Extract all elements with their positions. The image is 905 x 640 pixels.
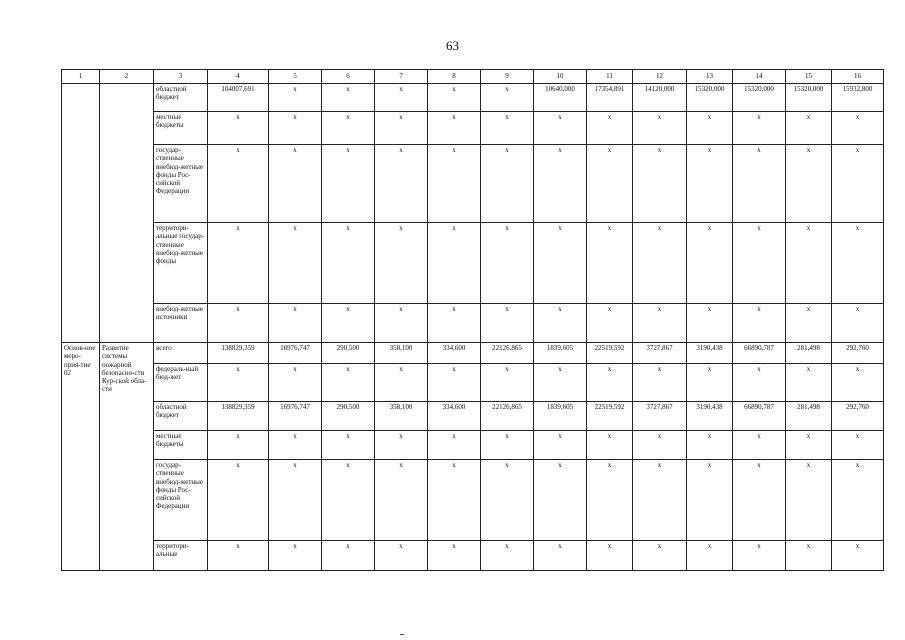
value-cell: x (375, 431, 428, 460)
value-cell: x (375, 112, 428, 145)
value-cell: x (687, 460, 733, 541)
funding-source: федераль-ный бюд-жет (154, 364, 208, 402)
value-cell: x (633, 145, 687, 223)
value-cell: x (832, 112, 884, 145)
value-cell: x (534, 112, 587, 145)
column-header: 13 (687, 70, 733, 84)
value-cell: x (733, 364, 786, 402)
column-header: 5 (269, 70, 322, 84)
value-cell: x (534, 541, 587, 571)
value-cell: x (481, 364, 534, 402)
value-cell: x (375, 84, 428, 112)
column-header: 4 (208, 70, 269, 84)
value-cell: 22519,592 (587, 343, 633, 364)
value-cell: 3190,438 (687, 402, 733, 431)
column-header: 11 (587, 70, 633, 84)
value-cell: x (786, 431, 832, 460)
column-header: 1 (62, 70, 100, 84)
value-cell: x (832, 431, 884, 460)
value-cell: x (587, 460, 633, 541)
value-cell: x (687, 112, 733, 145)
funding-source: местные бюджеты (154, 431, 208, 460)
value-cell: x (322, 431, 375, 460)
budget-table (61, 69, 884, 571)
value-cell: x (733, 460, 786, 541)
value-cell: 15320,000 (786, 84, 832, 112)
value-cell: x (322, 460, 375, 541)
value-cell: x (733, 304, 786, 343)
value-cell: x (832, 223, 884, 304)
value-cell: x (534, 460, 587, 541)
value-cell: x (786, 112, 832, 145)
value-cell: 290,500 (322, 343, 375, 364)
value-cell: x (687, 431, 733, 460)
value-cell: x (481, 431, 534, 460)
funding-source: местные бюджеты (154, 112, 208, 145)
table-row (62, 460, 884, 541)
value-cell: 3727,867 (633, 402, 687, 431)
activity-name: Развитие системы пожарной безопасно-сти Кур-ской обла-сти (100, 343, 154, 571)
table-row (62, 343, 884, 364)
value-cell: x (428, 223, 481, 304)
value-cell: x (322, 304, 375, 343)
value-cell: x (633, 223, 687, 304)
value-cell: x (322, 145, 375, 223)
table-row (62, 431, 884, 460)
table-row (62, 223, 884, 304)
value-cell: x (786, 541, 832, 571)
value-cell: 358,100 (375, 402, 428, 431)
column-header: 8 (428, 70, 481, 84)
value-cell: x (534, 223, 587, 304)
value-cell: x (786, 223, 832, 304)
column-header: 15 (786, 70, 832, 84)
value-cell: 292,760 (832, 402, 884, 431)
value-cell: 22519,592 (587, 402, 633, 431)
value-cell: x (269, 112, 322, 145)
table-row (62, 402, 884, 431)
value-cell: x (375, 364, 428, 402)
value-cell: x (633, 304, 687, 343)
value-cell: 138829,359 (208, 402, 269, 431)
value-cell: x (428, 145, 481, 223)
value-cell: x (733, 145, 786, 223)
column-header: 3 (154, 70, 208, 84)
value-cell: x (322, 223, 375, 304)
value-cell: x (208, 145, 269, 223)
value-cell: x (587, 304, 633, 343)
value-cell: x (786, 304, 832, 343)
funding-source: всего (154, 343, 208, 364)
value-cell: 10640,000 (534, 84, 587, 112)
value-cell: x (481, 112, 534, 145)
value-cell: x (208, 364, 269, 402)
value-cell: x (481, 460, 534, 541)
value-cell: x (587, 145, 633, 223)
value-cell: x (587, 223, 633, 304)
value-cell: x (633, 364, 687, 402)
table-row (62, 145, 884, 223)
activity-name-cell (100, 84, 154, 343)
scan-mark (400, 634, 404, 635)
value-cell: x (269, 304, 322, 343)
funding-source: областной бюджет (154, 84, 208, 112)
value-cell: x (733, 541, 786, 571)
value-cell: x (481, 541, 534, 571)
value-cell: x (428, 460, 481, 541)
value-cell: x (208, 460, 269, 541)
funding-source: государ-ственные внебюд-жетные фонды Рос-сийской Федерации (154, 460, 208, 541)
value-cell: x (733, 223, 786, 304)
value-cell: x (832, 364, 884, 402)
table-row (62, 304, 884, 343)
value-cell: 22126,865 (481, 402, 534, 431)
value-cell: x (375, 541, 428, 571)
value-cell: x (587, 541, 633, 571)
value-cell: x (428, 84, 481, 112)
value-cell: 66890,787 (733, 343, 786, 364)
value-cell: x (587, 112, 633, 145)
value-cell: x (534, 145, 587, 223)
column-header: 6 (322, 70, 375, 84)
value-cell: x (269, 541, 322, 571)
value-cell: 22126,865 (481, 343, 534, 364)
column-header: 2 (100, 70, 154, 84)
value-cell: x (587, 431, 633, 460)
funding-source: территори-альные государ-ственные внебюд-жетные фонды (154, 223, 208, 304)
value-cell: 17354,891 (587, 84, 633, 112)
value-cell: x (375, 304, 428, 343)
value-cell: x (208, 223, 269, 304)
value-cell: x (534, 364, 587, 402)
value-cell: x (428, 112, 481, 145)
column-header: 10 (534, 70, 587, 84)
value-cell: 3727,867 (633, 343, 687, 364)
activity-cell (62, 84, 100, 343)
column-header: 9 (481, 70, 534, 84)
value-cell: x (633, 431, 687, 460)
column-header: 16 (832, 70, 884, 84)
activity-code: Основ-ное меро-прия-тие 02 (62, 343, 100, 571)
value-cell: 334,600 (428, 402, 481, 431)
value-cell: 281,498 (786, 402, 832, 431)
value-cell: x (269, 364, 322, 402)
value-cell: x (208, 541, 269, 571)
table-row (62, 364, 884, 402)
value-cell: x (322, 364, 375, 402)
value-cell: x (375, 460, 428, 541)
value-cell: x (733, 112, 786, 145)
value-cell: x (481, 304, 534, 343)
value-cell: x (208, 112, 269, 145)
table-row (62, 541, 884, 571)
value-cell: 3190,438 (687, 343, 733, 364)
value-cell: x (534, 431, 587, 460)
funding-source: государ-ственные внебюд-жетные фонды Рос-сийской Федерации (154, 145, 208, 223)
value-cell: x (832, 541, 884, 571)
funding-source: территори-альные (154, 541, 208, 571)
value-cell: x (786, 460, 832, 541)
value-cell: 292,760 (832, 343, 884, 364)
value-cell: x (786, 364, 832, 402)
value-cell: 15320,000 (733, 84, 786, 112)
value-cell: 290,500 (322, 402, 375, 431)
value-cell: x (587, 364, 633, 402)
value-cell: x (428, 541, 481, 571)
value-cell: x (534, 304, 587, 343)
value-cell: x (687, 223, 733, 304)
value-cell: 138829,359 (208, 343, 269, 364)
table-row (62, 112, 884, 145)
value-cell: x (687, 541, 733, 571)
table-row (62, 84, 884, 112)
value-cell: x (481, 223, 534, 304)
column-header: 7 (375, 70, 428, 84)
column-header: 14 (733, 70, 786, 84)
value-cell: x (208, 431, 269, 460)
value-cell: x (322, 112, 375, 145)
value-cell: x (269, 460, 322, 541)
value-cell: x (733, 431, 786, 460)
value-cell: 1839,605 (534, 402, 587, 431)
value-cell: x (832, 145, 884, 223)
value-cell: x (322, 541, 375, 571)
value-cell: x (832, 304, 884, 343)
value-cell: x (428, 304, 481, 343)
value-cell: x (633, 112, 687, 145)
value-cell: 15932,800 (832, 84, 884, 112)
value-cell: x (269, 145, 322, 223)
value-cell: x (687, 364, 733, 402)
value-cell: 14120,000 (633, 84, 687, 112)
value-cell: x (375, 223, 428, 304)
value-cell: x (481, 145, 534, 223)
value-cell: x (687, 304, 733, 343)
value-cell: x (269, 84, 322, 112)
value-cell: 16976,747 (269, 343, 322, 364)
column-header: 12 (633, 70, 687, 84)
value-cell: x (269, 223, 322, 304)
value-cell: x (428, 431, 481, 460)
page-number: 63 (446, 38, 459, 53)
funding-source: внебюд-жетные источники (154, 304, 208, 343)
value-cell: 281,498 (786, 343, 832, 364)
value-cell: 358,100 (375, 343, 428, 364)
value-cell: x (687, 145, 733, 223)
value-cell: x (428, 364, 481, 402)
value-cell: x (786, 145, 832, 223)
value-cell: x (375, 145, 428, 223)
value-cell: x (832, 460, 884, 541)
value-cell: x (269, 431, 322, 460)
value-cell: 16976,747 (269, 402, 322, 431)
funding-source: областной бюджет (154, 402, 208, 431)
column-number-row (62, 70, 884, 84)
value-cell: 15320,000 (687, 84, 733, 112)
value-cell: x (208, 304, 269, 343)
value-cell: 104007,691 (208, 84, 269, 112)
value-cell: x (633, 541, 687, 571)
value-cell: x (481, 84, 534, 112)
value-cell: 1839,605 (534, 343, 587, 364)
value-cell: x (322, 84, 375, 112)
value-cell: 334,600 (428, 343, 481, 364)
value-cell: x (633, 460, 687, 541)
value-cell: 66890,787 (733, 402, 786, 431)
